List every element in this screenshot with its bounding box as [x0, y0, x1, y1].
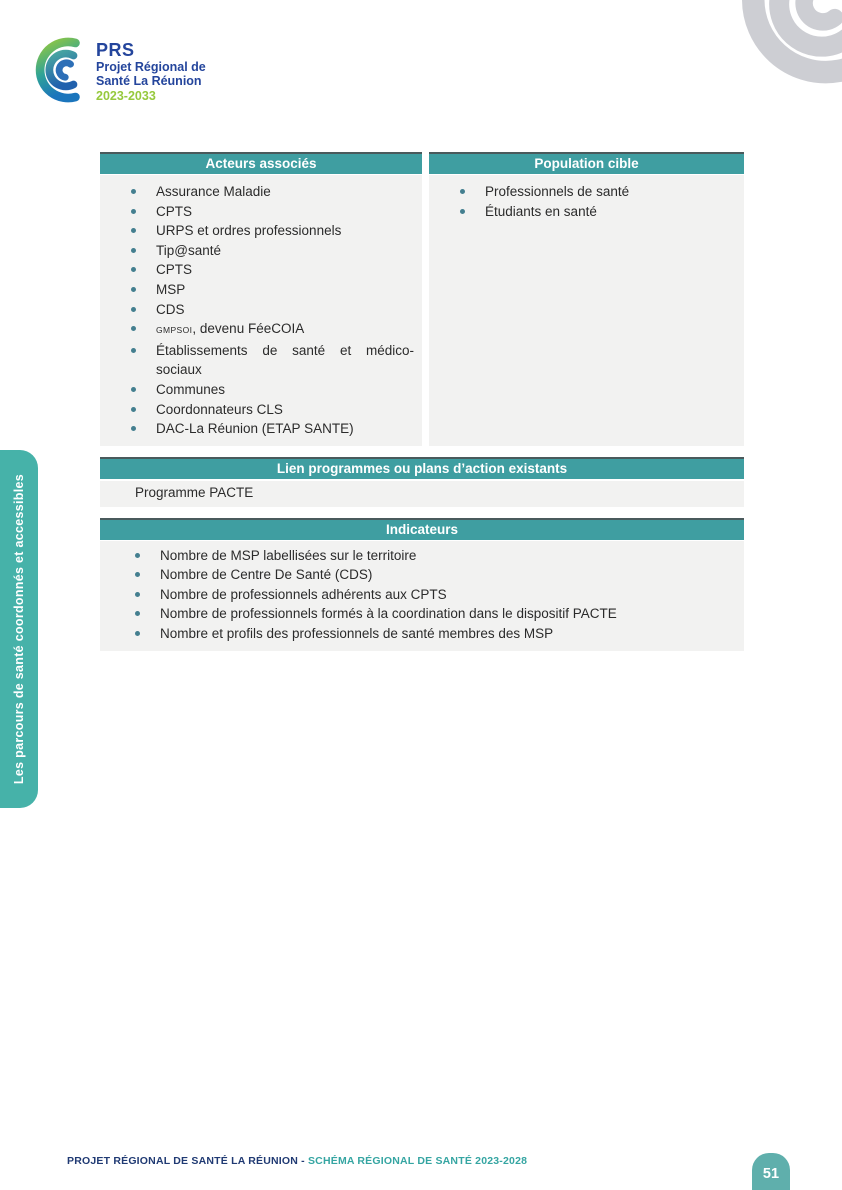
list-item-text: Nombre et profils des professionnels de santé membres des MSP — [160, 625, 554, 641]
list-item-text: Étudiants en santé — [485, 203, 597, 219]
list-item-text: Nombre de MSP labellisées sur le territoire — [160, 548, 417, 563]
logo-acronym: PRS — [96, 40, 135, 60]
bullet-icon — [131, 387, 136, 392]
bullet-icon — [135, 611, 140, 616]
page-number-badge — [752, 1153, 790, 1190]
programs-value: Programme PACTE — [100, 481, 744, 507]
actors-column — [100, 152, 422, 446]
footer — [67, 1155, 527, 1167]
list-item — [100, 341, 414, 380]
bullet-icon — [135, 631, 140, 636]
population-panel — [429, 175, 744, 446]
population-list — [429, 175, 744, 227]
bullet-icon — [131, 407, 136, 412]
bullet-icon — [131, 267, 136, 272]
list-item-text: Assurance Maladie — [156, 184, 271, 199]
list-item-text: Communes — [156, 381, 226, 397]
footer-title: PROJET RÉGIONAL DE SANTÉ LA RÉUNION - — [67, 1155, 308, 1167]
sidebar-chapter-label: Les parcours de santé coordonnés et accessibles — [12, 473, 26, 785]
bullet-icon — [131, 248, 136, 253]
programs-section — [100, 457, 744, 507]
programs-header: Lien programmes ou plans d’action existants — [100, 457, 744, 479]
bullet-icon — [131, 307, 136, 312]
list-item — [100, 604, 736, 623]
list-item-text: Nombre de professionnels adhérents aux CPTS — [160, 586, 447, 602]
actors-header: Acteurs associés — [100, 152, 422, 174]
list-item-text: GMPSOI, devenu FéeCOIA — [156, 321, 305, 337]
list-item-text: CDS — [156, 301, 185, 317]
list-item-text: Nombre de professionnels formés à la coordination dans le dispositif PACTE — [160, 606, 617, 622]
list-item — [100, 280, 414, 300]
list-item-text: CPTS — [156, 262, 193, 278]
logo-years: 2023-2033 — [96, 89, 156, 104]
list-item-text: Coordonnateurs CLS — [156, 401, 283, 417]
bullet-icon — [460, 189, 465, 194]
indicators-section — [100, 518, 744, 651]
actors-panel — [100, 175, 422, 446]
actors-list — [100, 175, 422, 445]
list-item — [100, 221, 414, 241]
population-header: Population cible — [429, 152, 744, 174]
list-item-text: Professionnels de santé — [485, 184, 630, 199]
list-item — [100, 546, 736, 565]
bullet-icon — [131, 426, 136, 431]
list-item — [100, 182, 414, 202]
bullet-icon — [131, 348, 136, 353]
list-item-text: URPS et ordres professionnels — [156, 223, 342, 239]
bullet-icon — [131, 228, 136, 233]
bullet-icon — [135, 553, 140, 558]
main-content — [100, 152, 744, 651]
list-item — [100, 380, 414, 400]
bullet-icon — [135, 572, 140, 577]
sidebar-chapter-tab — [0, 450, 38, 808]
list-item-smallcaps: GMPSOI — [156, 325, 193, 336]
list-item-text: CPTS — [156, 203, 193, 219]
indicators-header: Indicateurs — [100, 518, 744, 540]
list-item-text: Nombre de Centre De Santé (CDS) — [160, 567, 373, 583]
list-item — [100, 202, 414, 222]
indicators-panel — [100, 541, 744, 651]
bullet-icon — [131, 189, 136, 194]
bullet-icon — [131, 326, 136, 331]
list-item-text: Établissements de santé et médico-sociaux — [156, 342, 414, 378]
prs-logo-icon — [30, 33, 88, 107]
list-item — [100, 319, 414, 341]
list-item — [100, 260, 414, 280]
bullet-icon — [460, 209, 465, 214]
list-item — [100, 624, 736, 643]
indicators-list — [100, 541, 744, 649]
list-item — [429, 182, 736, 202]
list-item — [100, 300, 414, 320]
population-column — [429, 152, 744, 446]
bullet-icon — [135, 592, 140, 597]
list-item — [100, 419, 414, 439]
list-item — [429, 202, 736, 222]
list-item-text: Tip@santé — [156, 242, 221, 258]
list-item — [100, 241, 414, 261]
list-item-text: MSP — [156, 281, 186, 297]
prs-logo — [30, 33, 206, 107]
list-item-text: DAC-La Réunion (ETAP SANTE) — [156, 421, 354, 437]
logo-title-line1: Projet Régional de — [96, 60, 206, 75]
logo-title-line2: Santé La Réunion — [96, 74, 202, 89]
list-item — [100, 400, 414, 420]
footer-subtitle: SCHÉMA RÉGIONAL DE SANTÉ 2023-2028 — [307, 1155, 528, 1167]
actors-population-table — [100, 152, 744, 446]
list-item — [100, 585, 736, 604]
bullet-icon — [131, 209, 136, 214]
page-number: 51 — [762, 1165, 780, 1182]
list-item — [100, 565, 736, 584]
bullet-icon — [131, 287, 136, 292]
